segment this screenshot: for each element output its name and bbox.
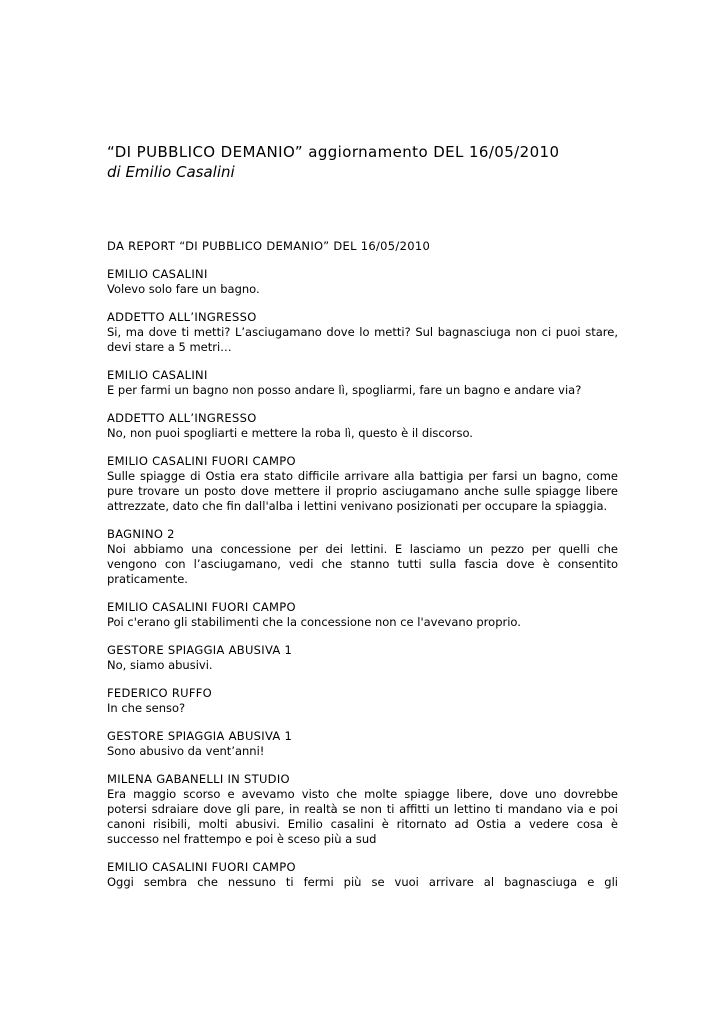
dialogue-block — [107, 267, 618, 297]
dialogue-text: In che senso? — [107, 701, 186, 715]
speaker-name: EMILIO CASALINI FUORI CAMPO — [107, 454, 296, 468]
dialogue-block — [107, 600, 618, 630]
dialogue-text: Oggi sembra che nessuno ti fermi più se vuoi arrivare al bagnasciuga e gli — [107, 875, 618, 889]
speaker-name: EMILIO CASALINI — [107, 368, 208, 382]
dialogue-text: Sulle spiagge di Ostia era stato difficile arrivare alla battigia per farsi un bagno, come pure trovare un posto dove mettere il proprio asciugamano anche sulle spiagge libere attrezzate, dato che fin dall'alba i lettini venivano posizionati per occupare la spiaggia. — [107, 469, 618, 513]
report-heading: DA REPORT “DI PUBBLICO DEMANIO” DEL 16/05/2010 — [107, 239, 431, 253]
dialogue-text: Poi c'erano gli stabilimenti che la concessione non ce l'avevano proprio. — [107, 615, 521, 629]
speaker-name: EMILIO CASALINI FUORI CAMPO — [107, 860, 296, 874]
document-title: “DI PUBBLICO DEMANIO” aggiornamento DEL 16/05/2010 — [107, 143, 560, 161]
speaker-name: BAGNINO 2 — [107, 527, 175, 541]
dialogue-block — [107, 860, 618, 890]
speaker-name: ADDETTO ALL’INGRESSO — [107, 310, 257, 324]
speaker-name: FEDERICO RUFFO — [107, 686, 213, 700]
dialogue-text: Si, ma dove ti metti? L’asciugamano dove lo metti? Sul bagnasciuga non ci puoi stare, devi stare a 5 metri… — [107, 325, 618, 354]
dialogue-block — [107, 686, 618, 716]
speaker-name: ADDETTO ALL’INGRESSO — [107, 411, 257, 425]
speaker-name: EMILIO CASALINI FUORI CAMPO — [107, 600, 296, 614]
speaker-name: EMILIO CASALINI — [107, 267, 208, 281]
dialogue-text: E per farmi un bagno non posso andare lì, spogliarmi, fare un bagno e andare via? — [107, 383, 582, 397]
dialogue-text: Noi abbiamo una concessione per dei lettini. E lasciamo un pezzo per quelli che vengono con l’asciugamano, vedi che stanno tutti sulla fascia dove è consentito praticamente. — [107, 542, 618, 586]
dialogue-text: Sono abusivo da vent’anni! — [107, 744, 265, 758]
dialogue-block — [107, 454, 618, 514]
dialogue-block — [107, 527, 618, 587]
dialogue-block — [107, 368, 618, 398]
document-page — [107, 142, 618, 890]
dialogue-text: No, non puoi spogliarti e mettere la roba lì, questo è il discorso. — [107, 426, 473, 440]
dialogue-text: No, siamo abusivi. — [107, 658, 213, 672]
dialogue-block — [107, 643, 618, 673]
dialogue-block — [107, 411, 618, 441]
dialogue-text: Volevo solo fare un bagno. — [107, 282, 260, 296]
dialogue-block — [107, 772, 618, 847]
dialogue-block — [107, 310, 618, 355]
document-subtitle: di Emilio Casalini — [107, 163, 235, 181]
speaker-name: MILENA GABANELLI IN STUDIO — [107, 772, 290, 786]
dialogue-text: Era maggio scorso e avevamo visto che molte spiagge libere, dove uno dovrebbe potersi sdraiare dove gli pare, in realtà se non ti affitti un lettino ti mandano via e poi canoni risibili, molti abusivi. Emilio casalini è ritornato ad Ostia a vedere cosa è successo nel frattempo e poi è sceso più a sud — [107, 787, 618, 846]
dialogue-block — [107, 729, 618, 759]
speaker-name: GESTORE SPIAGGIA ABUSIVA 1 — [107, 643, 293, 657]
speaker-name: GESTORE SPIAGGIA ABUSIVA 1 — [107, 729, 293, 743]
